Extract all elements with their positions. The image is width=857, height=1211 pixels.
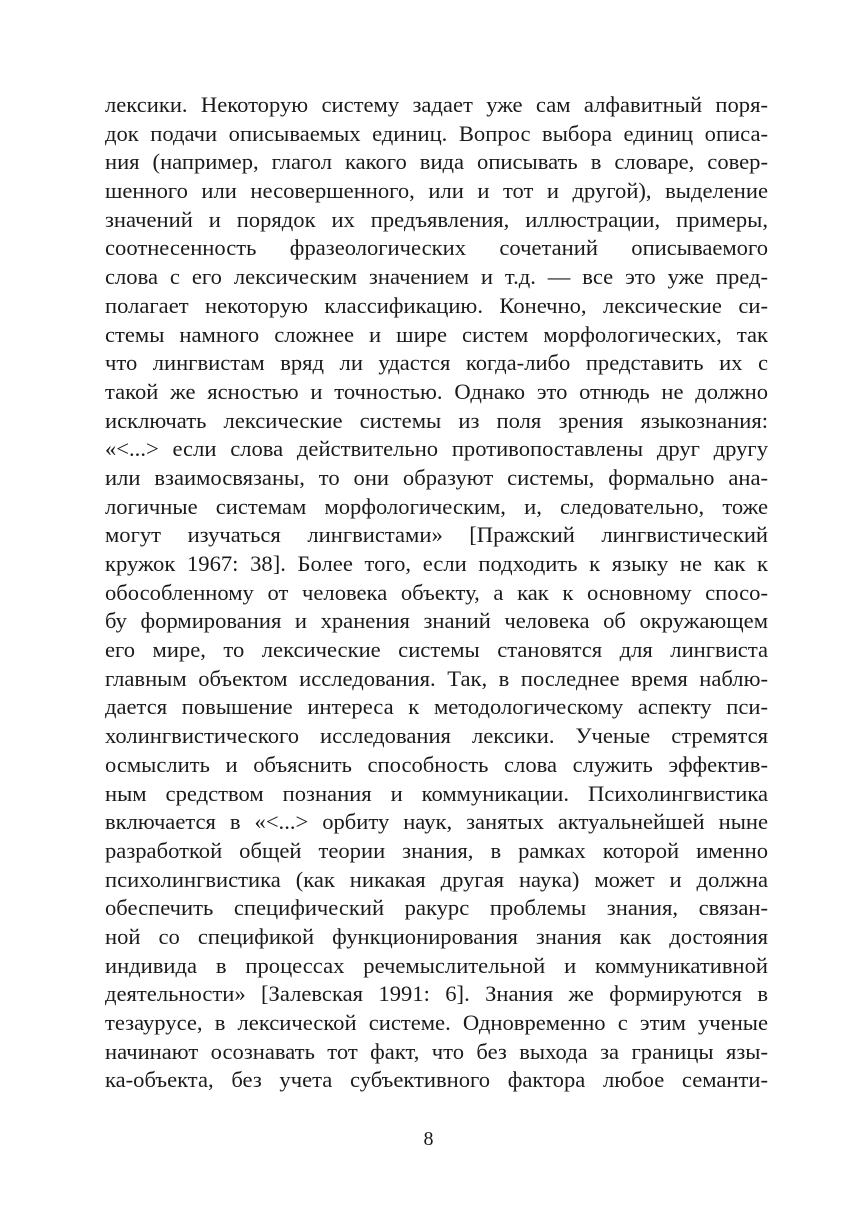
text-line: деятельности» [Залевская 1991: 6]. Знания же формируются в [105, 981, 768, 1007]
text-line: что лингвистам вряд ли удастся когда-либо представить их с [105, 350, 768, 376]
text-line: шенного или несовершенного, или и тот и другой), выделение [105, 178, 768, 204]
text-line: кружок 1967: 38]. Более того, если подходить к языку не как к [105, 551, 768, 576]
text-line: психолингвистика (как никакая другая наука) может и должна [105, 866, 768, 892]
text-line: включается в «<...> орбиту наук, занятых актуальнейшей ныне [105, 809, 768, 835]
text-line: слова с его лексическим значением и т.д. — все это уже пред- [105, 264, 768, 290]
text-line: полагает некоторую классификацию. Конечно, лексические си- [105, 292, 768, 318]
text-line: значений и порядок их предъявления, иллюстрации, примеры, [105, 206, 768, 232]
text-line: бу формирования и хранения знаний человека об окружающем [105, 608, 768, 634]
text-line: могут изучаться лингвистами» [Пражский лингвистический [105, 522, 768, 548]
text-line: ной со спецификой функционирования знания как достояния [105, 923, 768, 949]
text-line: индивида в процессах речемыслительной и коммуникативной [105, 952, 768, 978]
text-line: осмыслить и объяснить способность слова служить эффектив- [105, 751, 768, 777]
text-line: соотнесенность фразеологических сочетаний описываемого [105, 235, 768, 261]
body-text [105, 91, 768, 1095]
text-line: начинают осознавать тот факт, что без выхода за границы язы- [105, 1038, 768, 1064]
text-line: лексики. Некоторую систему задает уже сам алфавитный поря- [105, 92, 768, 117]
text-line: ным средством познания и коммуникации. Психолингвистика [105, 780, 768, 806]
text-line: его мире, то лексические системы становятся для лингвиста [105, 637, 768, 663]
text-line: холингвистического исследования лексики. Ученые стремятся [105, 723, 768, 749]
text-line: главным объектом исследования. Так, в последнее время наблю- [105, 665, 768, 691]
text-line: «<...> если слова действительно противопоставлены друг другу [105, 436, 768, 462]
text-line: исключать лексические системы из поля зрения языкознания: [105, 407, 768, 433]
text-line: обособленному от человека объекту, а как к основному спосо- [105, 579, 768, 605]
text-line: стемы намного сложнее и шире систем морфологических, так [105, 321, 768, 347]
text-line: тезаурусе, в лексической системе. Одновременно с этим ученые [105, 1010, 768, 1035]
text-line: ка-объекта, без учета субъективного фактора любое семанти- [105, 1067, 768, 1093]
text-line: дается повышение интереса к методологическому аспекту пси- [105, 694, 768, 720]
text-line: такой же ясностью и точностью. Однако это отнюдь не должно [105, 378, 768, 404]
text-line: обеспечить специфический ракурс проблемы знания, связан- [105, 895, 768, 921]
page-number: 8 [423, 1128, 434, 1150]
text-line: или взаимосвязаны, то они образуют системы, формально ана- [105, 464, 768, 490]
text-line: разработкой общей теории знания, в рамках которой именно [105, 837, 768, 863]
text-line: логичные системам морфологическим, и, следовательно, тоже [105, 493, 768, 519]
text-line: док подачи описываемых единиц. Вопрос выбора единиц описа- [105, 120, 768, 146]
text-line: ния (например, глагол какого вида описывать в словаре, совер- [105, 149, 768, 175]
